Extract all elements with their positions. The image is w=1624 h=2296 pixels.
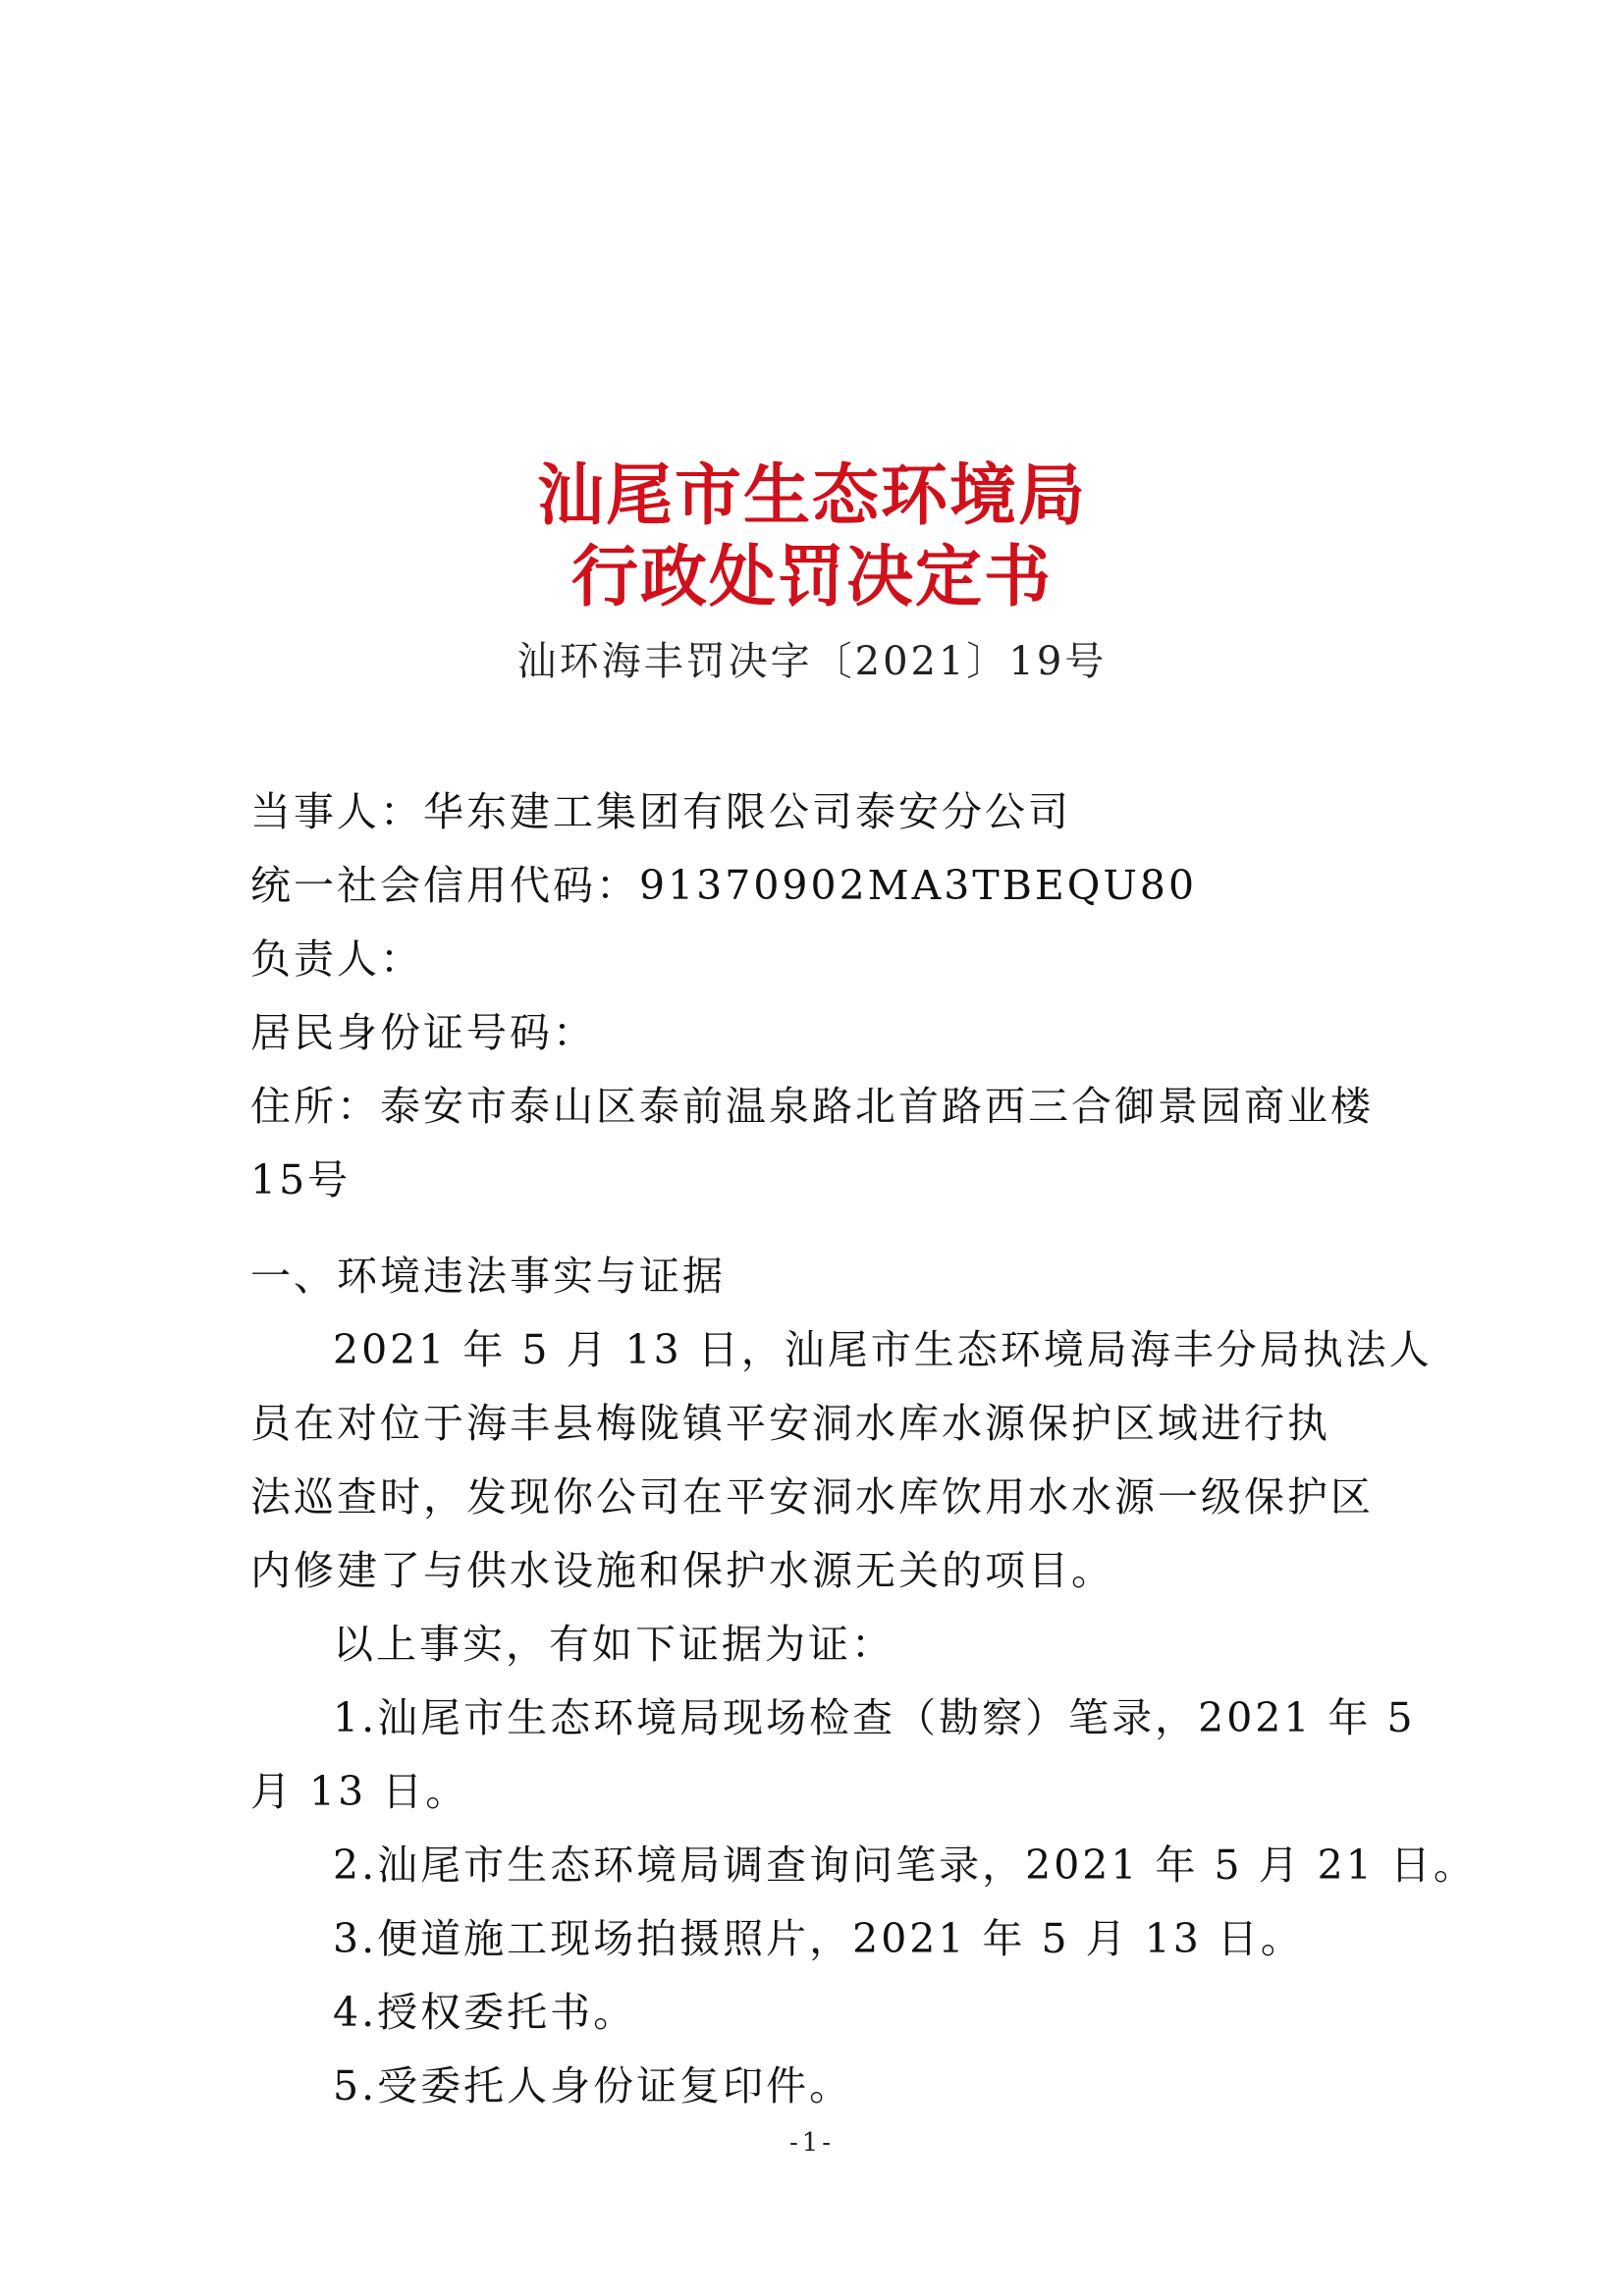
section-heading: 一、环境违法事实与证据 [250, 1253, 726, 1300]
evidence-item: 5.受委托人身份证复印件。 [333, 2062, 853, 2109]
id-number: 居民身份证号码： [250, 1009, 596, 1056]
credit-code: 统一社会信用代码：91370902MA3TBEQU80 [250, 862, 1198, 909]
party-name: 当事人：华东建工集团有限公司泰安分公司 [250, 788, 1071, 835]
address-line-continued: 15号 [250, 1156, 352, 1203]
responsible-person: 负责人： [250, 935, 423, 983]
page-number: -1- [788, 2128, 836, 2158]
facts-paragraph-line: 2021 年 5 月 13 日，汕尾市生态环境局海丰分局执法人 [333, 1326, 1433, 1373]
evidence-intro: 以上事实，有如下证据为证： [333, 1621, 894, 1668]
facts-paragraph-line: 法巡查时，发现你公司在平安洞水库饮用水水源一级保护区 [250, 1473, 1374, 1521]
address-line: 住所：泰安市泰山区泰前温泉路北首路西三合御景园商业楼 [250, 1083, 1374, 1130]
party-info [250, 775, 1389, 1217]
facts-paragraph-line: 内修建了与供水设施和保护水源无关的项目。 [250, 1547, 1114, 1594]
evidence-item: 1.汕尾市生态环境局现场检查（勘察）笔录，2021 年 5 [333, 1694, 1416, 1741]
facts-paragraph-line: 员在对位于海丰县梅陇镇平安洞水库水源保护区域进行执 [250, 1400, 1330, 1447]
violation-facts-section [250, 1240, 1477, 2123]
agency-title: 汕尾市生态环境局 [536, 456, 1087, 535]
evidence-item-continued: 月 13 日。 [250, 1768, 469, 1815]
document-type-title: 行政处罚决定书 [570, 538, 1053, 616]
evidence-item: 2.汕尾市生态环境局调查询问笔录，2021 年 5 月 21 日。 [333, 1842, 1477, 1889]
document-number: 汕环海丰罚决字〔2021〕19号 [516, 639, 1108, 684]
evidence-item: 4.授权委托书。 [333, 1989, 637, 2036]
evidence-item: 3.便道施工现场拍摄照片，2021 年 5 月 13 日。 [333, 1915, 1304, 1962]
